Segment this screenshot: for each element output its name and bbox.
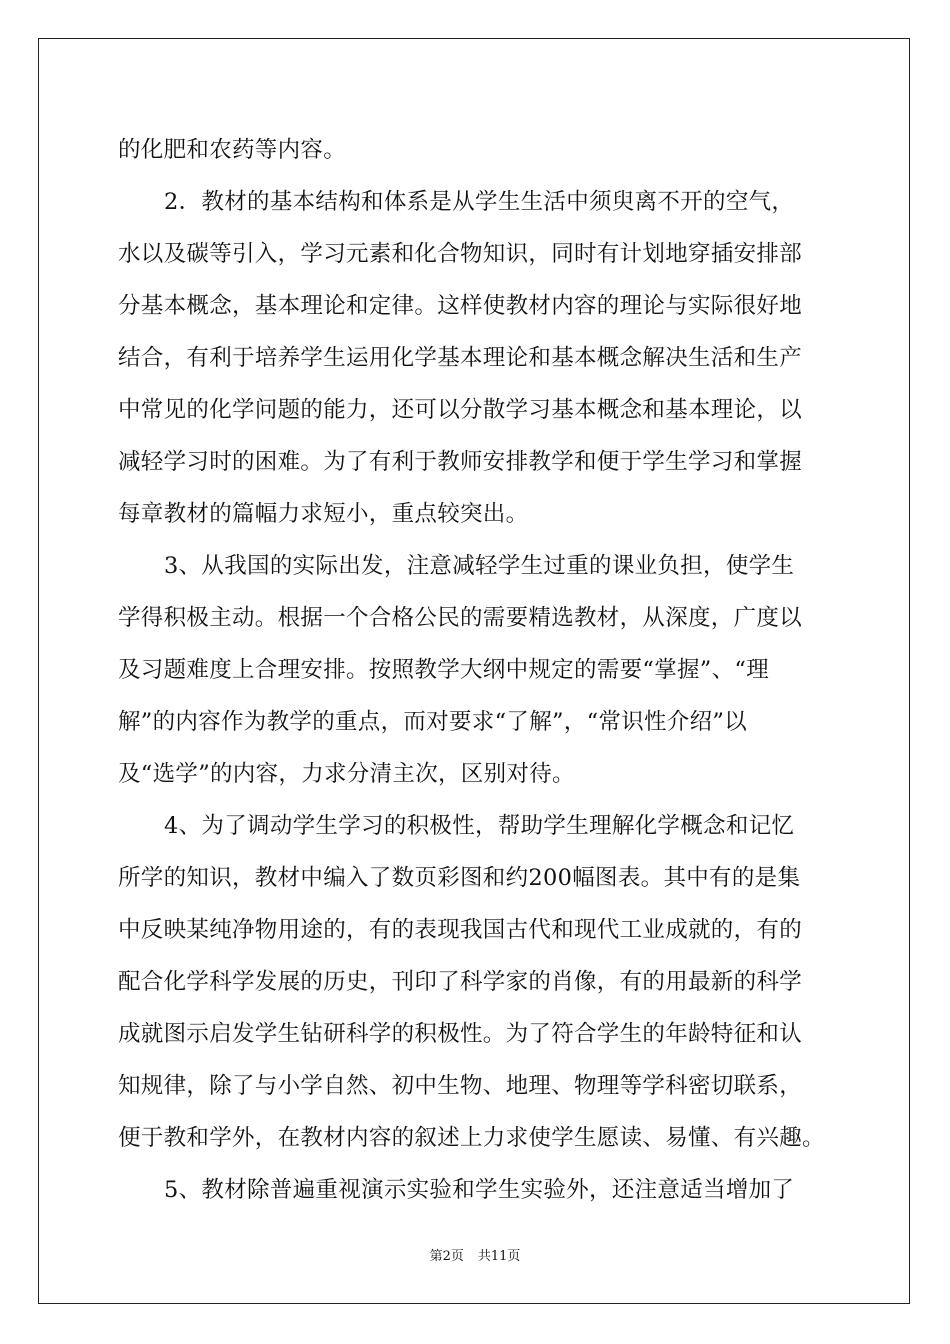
text-line: 分基本概念，基本理论和定律。这样使教材内容的理论与实际很好地 bbox=[118, 293, 803, 319]
text-line: 解”的内容作为教学的重点，而对要求“了解”，“常识性介绍”以 bbox=[118, 709, 748, 735]
text-line: 3、从我国的实际出发，注意减轻学生过重的课业负担，使学生 bbox=[164, 553, 795, 579]
text-line: 水以及碳等引入，学习元素和化合物知识，同时有计划地穿插安排部 bbox=[118, 241, 803, 267]
text-line: 及习题难度上合理安排。按照教学大纲中规定的需要“掌握”、“理 bbox=[118, 657, 770, 683]
text-line: 结合，有利于培养学生运用化学基本理论和基本概念解决生活和生产 bbox=[118, 345, 803, 371]
text-line: 配合化学科学发展的历史，刊印了科学家的肖像，有的用最新的科学 bbox=[118, 969, 803, 995]
text-line: 的化肥和农药等内容。 bbox=[118, 137, 347, 163]
page-total: 共11页 bbox=[477, 1249, 521, 1264]
text-line: 4、为了调动学生学习的积极性，帮助学生理解化学概念和记忆 bbox=[164, 813, 795, 839]
text-line: 便于教和学外，在教材内容的叙述上力求使学生愿读、易懂、有兴趣。 bbox=[118, 1125, 825, 1151]
text-line: 5、教材除普遍重视演示实验和学生实验外，还注意适当增加了 bbox=[164, 1177, 795, 1203]
text-line: 知规律，除了与小学自然、初中生物、地理、物理等学科密切联系， bbox=[118, 1073, 803, 1099]
text-line: 所学的知识，教材中编入了数页彩图和约200幅图表。其中有的是集 bbox=[118, 865, 801, 891]
text-line: 学得积极主动。根据一个合格公民的需要精选教材，从深度，广度以 bbox=[118, 605, 803, 631]
text-line: 中常见的化学问题的能力，还可以分散学习基本概念和基本理论，以 bbox=[118, 397, 803, 423]
text-line: 2．教材的基本结构和体系是从学生生活中须臾离不开的空气， bbox=[164, 189, 795, 215]
text-line: 减轻学习时的困难。为了有利于教师安排教学和便于学生学习和掌握 bbox=[118, 449, 803, 475]
page-footer bbox=[0, 1248, 950, 1266]
text-line: 及“选学”的内容，力求分清主次，区别对待。 bbox=[118, 761, 575, 787]
page-number: 第2页 bbox=[429, 1249, 464, 1264]
text-line: 成就图示启发学生钻研科学的积极性。为了符合学生的年龄特征和认 bbox=[118, 1021, 803, 1047]
text-line: 每章教材的篇幅力求短小，重点较突出。 bbox=[118, 501, 529, 527]
text-line: 中反映某纯净物用途的，有的表现我国古代和现代工业成就的，有的 bbox=[118, 917, 803, 943]
